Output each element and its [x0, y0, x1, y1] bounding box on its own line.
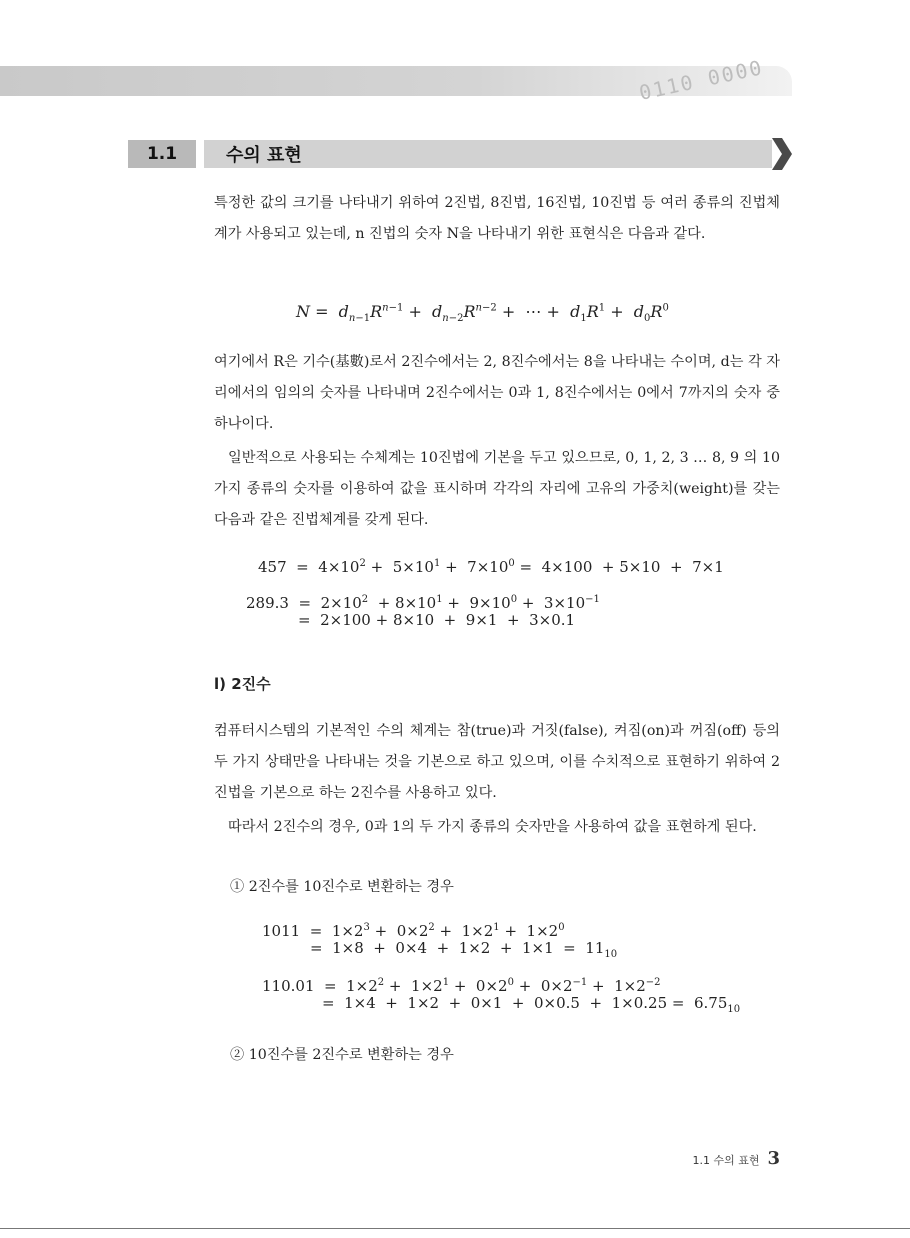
paragraph-binary: 컴퓨터시스템의 기본적인 수의 체계는 참(true)과 거짓(false), 켜짐(on)과 꺼짐(off) 등의 두 가지 상태만을 나타내는 것을 기본으로 하고 있으며, 이를 수치적으로 표현하기 위하여 2진법을 기본으로 하는 2진수를 사용하고 있다.	[214, 723, 780, 801]
case-decimal-to-binary: ② 10진수를 2진수로 변환하는 경우	[230, 1047, 454, 1063]
formula-457: $457 = 4\times 10^2 + 5\times 10^1 + 7\times 10^0 = 4\times 100 + 5\times 10 + 7\times 1$	[258, 558, 724, 576]
paragraph-intro: 특정한 값의 크기를 나타내기 위하여 2진법, 8진법, 16진법, 10진법 등 여러 종류의 진법체계가 사용되고 있는데, n 진법의 숫자 N을 나타내기 위한 표현식은 다음과 같다.	[214, 195, 780, 242]
footer-section-label: 1.1 수의 표현	[692, 1154, 760, 1167]
paragraph-radix: 여기에서 R은 기수(基數)로서 2진수에서는 2, 8진수에서는 8을 나타내는 수이며, d는 각 자리에서의 임의의 숫자를 나타내며 2진수에서는 0과 1, 8진수에서는 0에서 7까지의 숫자 중 하나이다.	[214, 354, 780, 432]
chevron-right-icon	[768, 136, 792, 172]
formula-110-01-line2: = $1\times 4 + 1\times 2 + 0\times 1 + 0\times 0.5 + 1\times 0.25 = 6.75_{10}$	[322, 994, 741, 1015]
subsection-heading: l) 2진수	[214, 675, 271, 693]
paragraph-decimal: 일반적으로 사용되는 수체계는 10진법에 기본을 두고 있으므로, 0, 1, 2, 3 … 8, 9 의 10가지 종류의 숫자를 이용하여 값을 표시하며 각각의 자리에 고유의 가중치(weight)를 갖는 다음과 같은 진법체계를 갖게 된다.	[214, 450, 780, 528]
formula-1011-line2: = $1\times 8 + 0\times 4 + 1\times 2 + 1\times 1 = 11_{10}$	[310, 939, 618, 960]
formula-general: $N = d_{n-1}R^{n-1} + d_{n-2}R^{n-2}$ + ⋯ + $d_1R^1 + d_0R^0$	[296, 302, 669, 325]
header-band	[0, 55, 792, 105]
page-footer	[692, 1148, 780, 1169]
case-binary-to-decimal: ① 2진수를 10진수로 변환하는 경우	[230, 879, 454, 895]
bottom-divider	[0, 1228, 910, 1229]
formula-289-3-line1: $289.3 = 2\times 10^2 + 8\times 10^1 + 9\times 10^0 + 3\times 10^{-1}$	[246, 594, 600, 612]
section-title: 수의 표현	[204, 140, 772, 168]
formula-110-01-line1: $110.01 = 1\times 2^2 + 1\times 2^1 + 0\times 2^0 + 0\times 2^{-1} + 1\times 2^{-2}$	[262, 977, 661, 995]
section-header	[128, 134, 792, 174]
binary-digits-decoration: 0110 0000	[636, 55, 766, 105]
formula-289-3-line2: = 2×100 + 8×10 + 9×1 + 3×0.1	[298, 611, 576, 629]
section-number: 1.1	[128, 140, 196, 168]
paragraph-binary-digits: 따라서 2진수의 경우, 0과 1의 두 가지 종류의 숫자만을 사용하여 값을 표현하게 된다.	[228, 819, 757, 835]
page-number: 3	[767, 1148, 780, 1169]
formula-1011-line1: $1011 = 1\times 2^3 + 0\times 2^2 + 1\times 2^1 + 1\times 2^0$	[262, 922, 565, 940]
